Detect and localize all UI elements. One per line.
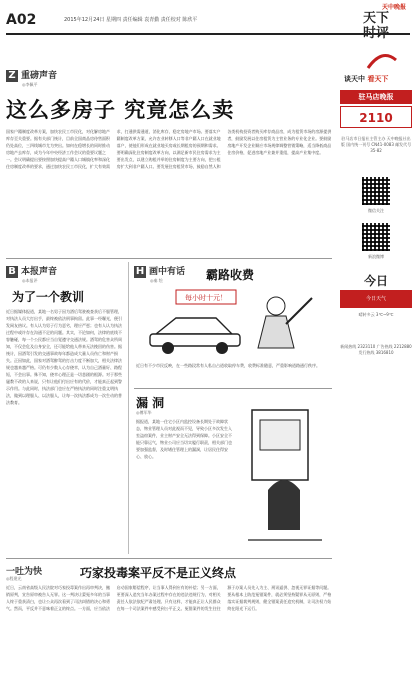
main-content xyxy=(6,44,336,672)
feature-headline: 为了一个教训 xyxy=(12,290,85,304)
page-number: A02 xyxy=(6,12,37,28)
weather-banner: 今日天气 xyxy=(340,290,412,308)
bottom-body: 近日，云南省高级人民法院对巧家投毒案作出再审判决，撤销原判，宣告原审被告人无罪。这一判决让蒙冤多年的当事人终于重获清白，也让公众再次看到了司法纠错的决心和勇气。然而，平反并不意味着正义的终点。一方面，应当依法启动国家赔偿程序，让当事人得到应有的补偿；另一方面，更要深入追究当年办案过程中存在的违法违规行为，对相关责任人依法依纪严肃处理。只有这样，才能真正让人民群众在每一个司法案件中感受到公平正义。冤错案件的发生往往源于办案人员先入为主、刑讯逼供、忽视无罪证据等问题。要从根本上防范冤错案件，就必须坚持疑罪从无原则，严格落实证据裁判规则，健全错案责任追究机制，让司法权力始终在阳光下运行。 xyxy=(6,585,332,611)
publisher-info: 驻马店市日报社主管主办 天中晚报社出版 国内统一刊号 CN41-0083 邮发代号 35-82 xyxy=(340,136,412,153)
cartoon-byline: ◎秦 绘 xyxy=(150,278,163,283)
sidebar-tags xyxy=(344,74,388,84)
feature-body: 近日据媒体报道，某地一名男子因为酒后驾驶被查获后不服管理，对执法人员大打出手，最终被依法刑事拘留。此事一经曝光，便引发网友热议。有人认为男子行为恶劣，理应严惩；也有人认为执法过程中或许存在沟通不足的问题。其实，不论如何，法律的底线不容触碰，每一个公民都应当自觉遵守交通法规。酒驾的危害众所周知，不仅会危及自身安全，还可能给他人带来无法挽回的伤害。据统计，因酒驾引发的交通事故每年都造成大量人员伤亡和财产损失。正因如此，国家对酒驾醉驾的打击力度不断加大，相关法律法规也越来越严格。可仍有少数人心存侥幸，认为自己酒量好、路程短，不会出事。殊不知，侥幸心理正是一切悲剧的根源。对于那些屡教不改的人来说，只有让他们付出应有的代价，才能真正起到警示作用。与此同时，执法部门也应在严格执法的同时注重文明执法，做到以理服人、以法服人，让每一次执法都成为一次生动的普法教育。 xyxy=(6,309,122,405)
leak-illustration xyxy=(238,400,332,550)
rubric-label: 本报声音 xyxy=(21,267,58,277)
qr-weibo xyxy=(340,220,412,260)
sidebar xyxy=(340,44,412,672)
leak-byline: ◎傅军华 xyxy=(136,410,152,415)
section-name-line2: 时评 xyxy=(362,26,389,41)
weather-text: 晴转多云 3℃~9℃ xyxy=(358,312,394,317)
brand-name: 天中晚报 xyxy=(381,4,406,11)
figure-icon xyxy=(268,480,300,530)
person-head-icon xyxy=(267,297,285,315)
car-wheel-icon xyxy=(162,342,174,354)
leak-headline: 漏 洞 xyxy=(136,396,165,410)
tag-label: 看天下 xyxy=(367,75,389,83)
leak-body: 据报道，某地一住宅小区内监控设备长期处于故障状态，物业管理人员对此视而不见，导致小区多次发生入室盗窃案件，业主财产安全无法得到保障。小区安全不能只靠运气，物业公司应当切实履行职责，相关部门也要加强监督，及时堵住管理上的漏洞，让居民住得安心、放心。 xyxy=(136,419,232,459)
lead-rubric xyxy=(6,68,57,82)
car-wheel-icon xyxy=(216,342,228,354)
cartoon-rubric xyxy=(134,264,185,278)
contact-info: 新闻热线 2323110 广告热线 2212880 发行热线 3816810 xyxy=(340,344,412,355)
cartoon-headline: 霸路收费 xyxy=(206,268,255,282)
rubric-cap: B xyxy=(6,266,18,278)
page-header xyxy=(6,0,410,40)
section-name-line1: 天下 xyxy=(362,11,389,26)
sidebar-logo-icon xyxy=(362,46,402,72)
lead-byline: ◎李佩平 xyxy=(22,82,38,87)
lead-headline: 这么多房子 究竟怎么卖 xyxy=(6,98,235,122)
rubric-label: 画中有话 xyxy=(149,267,186,277)
fee-sign-text: 每小时十元！ xyxy=(185,294,227,302)
lead-body: 国家户籍制度改革方案，加快农民工市民化，对化解房地产库存至关重要。据有关部门统计，目前全国商品房待售面积仍处高位，三四线城市尤为突出。如何在稳增长的同时推动房地产去库存，成为今年中央经济工作会议的重要议题之一。会议明确提出要按照加快提高户籍人口城镇化率和深化住房制度改革的要求，通过加快农民工市民化，扩大有效需求，打通供需通道，消化库存，稳定房地产市场。要落实户籍制度改革方案，允许农业转移人口等非户籍人口在就业地落户，使他们形成在就业地买房或长期租房的预期和需求。要明确深化住房制度改革方向，以满足新市民住房需求为主要出发点，以建立购租并举的住房制度为主要方向，把公租房扩大到非户籍人口。要发展住房租赁市场，鼓励自然人和各类机构投资者购买库存商品房，成为租赁市场的房源提供者，鼓励发展以住房租赁为主营业务的专业化企业。要鼓励房地产开发企业顺应市场规律调整营销策略，适当降低商品住房价格，促进房地产业兼并重组，提高产业集中度。 xyxy=(6,129,332,169)
today-label: 今日 xyxy=(363,274,388,288)
qr-code-icon xyxy=(362,223,390,251)
bottom-byline: ◎程建光 xyxy=(6,576,22,581)
rubric-cap: H xyxy=(135,265,145,277)
tag-label: 谈天中 xyxy=(344,75,365,83)
cartoon-illustration xyxy=(136,284,332,360)
rubric-label: 重磅声音 xyxy=(21,71,58,81)
feature-rubric xyxy=(6,264,57,278)
qr-label: 新浪微博 xyxy=(368,254,384,259)
promo-banner: 驻马店晚报 xyxy=(340,90,412,104)
rubric-cap: Z xyxy=(6,70,18,82)
section-divider xyxy=(6,558,332,559)
masthead-logo xyxy=(346,2,406,41)
section-divider xyxy=(6,258,332,259)
cartoon-caption: 近日有不少市民反映，在一些路段常有人私自占道收取停车费，收费标准随意，严重影响道路通行秩序。 xyxy=(136,363,320,368)
section-divider xyxy=(134,388,332,389)
qr-wechat xyxy=(340,174,412,214)
feature-byline: ◎本报评 xyxy=(22,278,38,283)
promo-number: 2110 xyxy=(340,106,412,128)
qr-label: 微信关注 xyxy=(368,208,384,213)
rubric-label: 一吐为快 xyxy=(6,567,43,577)
bottom-headline: 巧家投毒案平反不是正义终点 xyxy=(80,566,237,580)
column-rule xyxy=(128,262,129,554)
monitor-icon xyxy=(260,420,300,450)
qr-code-icon xyxy=(362,177,390,205)
date-line: 2015年12月24日 星期四 责任编辑 袁青勤 责任校对 陈欣平 xyxy=(64,17,198,23)
logo-swoosh xyxy=(368,56,396,69)
